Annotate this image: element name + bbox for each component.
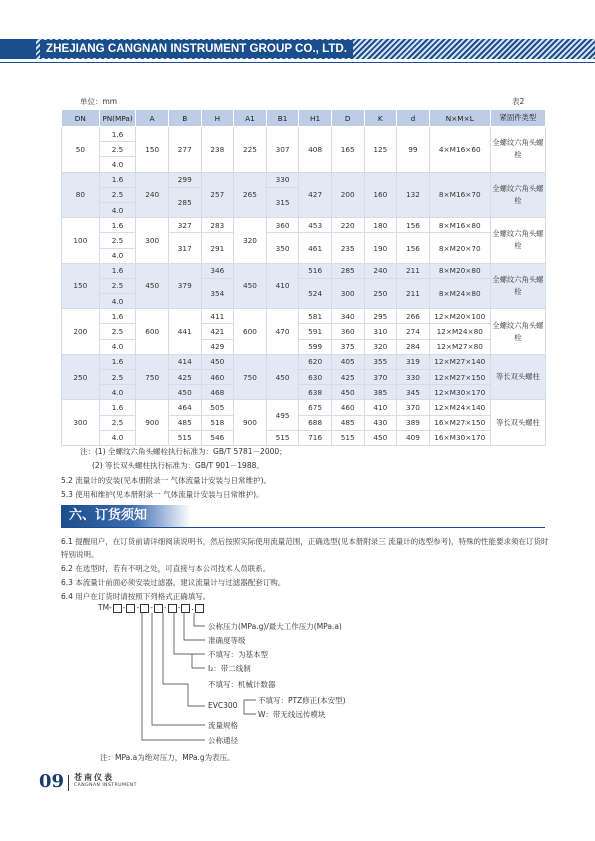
table-cell: 307 [266, 127, 299, 173]
fastener-cell: 等长双头螺柱 [490, 400, 545, 446]
table-cell: 284 [397, 339, 430, 354]
table-cell: 405 [331, 354, 364, 369]
table-cell: 425 [168, 370, 201, 385]
connector-line [194, 613, 205, 626]
pn-cell: 2.5 [99, 370, 136, 385]
table-cell: 12×M27×140 [429, 354, 490, 369]
table-cell: 408 [299, 127, 332, 173]
table-cell: 345 [397, 385, 430, 400]
table-cell: 410 [364, 400, 397, 415]
company-name: ZHEJIANG CANGNAN INSTRUMENT GROUP CO., LTD. [40, 40, 353, 58]
label-accuracy: 准确度等级 [208, 636, 246, 645]
table-cell: 160 [364, 172, 397, 218]
table-cell: 750 [136, 354, 169, 400]
pn-cell: 4.0 [99, 248, 136, 263]
pn-cell: 4.0 [99, 339, 136, 354]
table-cell: 220 [331, 218, 364, 233]
table-cell: 375 [331, 339, 364, 354]
table-cell: 12×M27×150 [429, 370, 490, 385]
table-cell: 250 [364, 278, 397, 308]
table-cell: 238 [201, 127, 234, 173]
table-cell: 505 [201, 400, 234, 415]
table-cell: 330 [397, 370, 430, 385]
table-cell: 125 [364, 127, 397, 173]
fastener-cell: 全螺纹六角头螺栓 [490, 127, 545, 173]
connector-line [152, 613, 205, 725]
dn-cell: 300 [62, 400, 100, 446]
table-cell: 409 [397, 430, 430, 445]
table-number: 表2 [512, 97, 525, 106]
pn-cell: 1.6 [99, 354, 136, 369]
item-6-2: 6.2 在选型时，若有不明之处，可直接与本公司技术人员联系。 [61, 564, 271, 573]
table-cell: 450 [266, 354, 299, 400]
table-cell: 524 [299, 278, 332, 308]
table-cell: 385 [364, 385, 397, 400]
table-cell: 319 [397, 354, 430, 369]
table-cell: 495 [266, 400, 299, 430]
header-d: D [331, 110, 364, 127]
table-cell: 327 [168, 218, 201, 233]
label-pressure: 公称压力(MPa.g)/最大工作压力(MPa.a) [208, 622, 342, 631]
table-cell: 600 [234, 309, 267, 355]
header-fastener: 紧固件类型 [490, 110, 545, 127]
table-cell: 340 [331, 309, 364, 324]
header-h: H [201, 110, 234, 127]
table-cell: 190 [364, 233, 397, 263]
table-cell: 12×M27×80 [429, 339, 490, 354]
table-cell: 450 [331, 385, 364, 400]
table-cell: 464 [168, 400, 201, 415]
dn-cell: 200 [62, 309, 100, 355]
footer-divider [68, 775, 69, 791]
header-a: A [136, 110, 169, 127]
table-note-1: 注：(1) 全螺纹六角头螺栓执行标准为：GB/T 5781－2000； [80, 447, 287, 456]
table-cell: 299 [168, 172, 201, 187]
item-6-3: 6.3 本流量计前面必须安装过滤器，建议流量计与过滤器配套订购。 [61, 578, 286, 587]
connector-line [142, 613, 205, 740]
table-cell: 591 [299, 324, 332, 339]
table-cell: 99 [397, 127, 430, 173]
table-cell: 211 [397, 263, 430, 278]
table-cell: 225 [234, 127, 267, 173]
table-cell: 450 [201, 354, 234, 369]
table-cell: 900 [234, 400, 267, 446]
table-cell: 330 [266, 172, 299, 187]
table-cell: 355 [364, 354, 397, 369]
label-flow: 流量规格 [208, 721, 238, 730]
section-title: 六、订货须知 [69, 508, 148, 523]
table-cell: 12×M20×100 [429, 309, 490, 324]
table-cell: 257 [201, 172, 234, 218]
table-cell: 12×M24×80 [429, 324, 490, 339]
table-cell: 461 [299, 233, 332, 263]
dn-cell: 150 [62, 263, 100, 309]
pn-cell: 2.5 [99, 415, 136, 430]
brand-name-en: CANGNAN INSTRUMENT [74, 783, 137, 788]
header-pn: PN(MPa) [99, 110, 136, 127]
header-a1: A1 [234, 110, 267, 127]
table-cell: 165 [331, 127, 364, 173]
table-cell: 300 [331, 278, 364, 308]
connector-line [244, 700, 256, 714]
pn-cell: 4.0 [99, 294, 136, 309]
table-cell: 266 [397, 309, 430, 324]
table-cell: 515 [168, 430, 201, 445]
pn-cell: 1.6 [99, 127, 136, 142]
table-cell: 485 [168, 415, 201, 430]
table-cell: 688 [299, 415, 332, 430]
table-cell: 516 [299, 263, 332, 278]
table-cell: 8×M20×80 [429, 263, 490, 278]
dn-cell: 250 [62, 354, 100, 400]
table-cell: 515 [331, 430, 364, 445]
table-cell: 211 [397, 278, 430, 308]
table-cell: 429 [201, 339, 234, 354]
pn-cell: 2.5 [99, 142, 136, 157]
table-cell: 518 [201, 415, 234, 430]
pn-cell: 2.5 [99, 278, 136, 293]
header-h1: H1 [299, 110, 332, 127]
table-cell: 8×M16×80 [429, 218, 490, 233]
table-cell: 638 [299, 385, 332, 400]
table-cell: 12×M30×170 [429, 385, 490, 400]
table-cell: 600 [136, 309, 169, 355]
pn-cell: 1.6 [99, 400, 136, 415]
order-note: 注：MPa.a为绝对压力，MPa.g为表压。 [100, 753, 235, 762]
pn-cell: 2.5 [99, 187, 136, 202]
table-cell: 317 [168, 233, 201, 263]
table-cell: 450 [234, 263, 267, 309]
table-cell: 277 [168, 127, 201, 173]
item-6-4: 6.4 用户在订货时请按照下列格式正确填写。 [61, 592, 211, 601]
table-cell: 427 [299, 172, 332, 218]
table-cell: 468 [201, 385, 234, 400]
table-cell: 485 [331, 415, 364, 430]
label-evc300: EVC300 [208, 701, 238, 710]
table-cell: 4×M16×60 [429, 127, 490, 173]
dn-cell: 80 [62, 172, 100, 218]
table-cell: 411 [201, 309, 234, 324]
table-cell: 599 [299, 339, 332, 354]
table-cell: 156 [397, 218, 430, 233]
table-cell: 414 [168, 354, 201, 369]
pn-cell: 1.6 [99, 218, 136, 233]
table-cell: 450 [364, 430, 397, 445]
table-cell: 240 [364, 263, 397, 278]
pn-cell: 4.0 [99, 385, 136, 400]
table-cell: 240 [136, 172, 169, 218]
table-cell: 430 [364, 415, 397, 430]
table-cell: 274 [397, 324, 430, 339]
table-cell: 360 [331, 324, 364, 339]
table-cell: 470 [266, 309, 299, 355]
table-cell: 370 [364, 370, 397, 385]
label-ptz: 不填写：PTZ修正(本安型) [258, 696, 346, 705]
table-cell: 12×M24×140 [429, 400, 490, 415]
pn-cell: 4.0 [99, 157, 136, 172]
fastener-cell: 等长双头螺柱 [490, 354, 545, 400]
table-cell: 295 [364, 309, 397, 324]
label-diameter: 公称通径 [208, 736, 238, 745]
pn-cell: 4.0 [99, 430, 136, 445]
table-cell: 675 [299, 400, 332, 415]
table-cell: 350 [266, 233, 299, 263]
table-cell: 410 [266, 263, 299, 309]
fastener-cell: 全螺纹六角头螺栓 [490, 263, 545, 309]
dn-cell: 100 [62, 218, 100, 264]
table-cell: 320 [364, 339, 397, 354]
fastener-cell: 全螺纹六角头螺栓 [490, 172, 545, 218]
pn-cell: 1.6 [99, 263, 136, 278]
table-cell: 441 [168, 309, 201, 355]
table-cell: 453 [299, 218, 332, 233]
table-cell: 421 [201, 324, 234, 339]
table-cell: 132 [397, 172, 430, 218]
table-cell: 346 [201, 263, 234, 278]
table-cell: 581 [299, 309, 332, 324]
dn-cell: 50 [62, 127, 100, 173]
brand-name: 苍南仪表 [74, 773, 114, 782]
header-b: B [168, 110, 201, 127]
fastener-cell: 全螺纹六角头螺栓 [490, 218, 545, 264]
table-cell: 515 [266, 430, 299, 445]
table-cell: 8×M16×70 [429, 172, 490, 218]
table-cell: 370 [397, 400, 430, 415]
table-cell: 265 [234, 172, 267, 218]
table-cell: 16×M30×170 [429, 430, 490, 445]
pn-cell: 1.6 [99, 309, 136, 324]
order-code-prefix: TM- [98, 603, 112, 612]
table-cell: 900 [136, 400, 169, 446]
table-cell: 630 [299, 370, 332, 385]
table-note-2: (2) 等长双头螺柱执行标准为：GB/T 901－1988。 [92, 461, 264, 470]
connector-line [184, 613, 205, 640]
table-cell: 425 [331, 370, 364, 385]
table-cell: 379 [168, 263, 201, 309]
table-cell: 310 [364, 324, 397, 339]
table-cell: 8×M20×70 [429, 233, 490, 263]
table-cell: 285 [168, 187, 201, 217]
header-nml: N×M×L [429, 110, 490, 127]
table-cell: 716 [299, 430, 332, 445]
table-cell: 460 [201, 370, 234, 385]
table-cell: 389 [397, 415, 430, 430]
table-cell: 285 [331, 263, 364, 278]
label-mechanical: 不填写：机械计数器 [208, 680, 276, 689]
table-cell: 291 [201, 233, 234, 263]
table-cell: 546 [201, 430, 234, 445]
header-d-small: d [397, 110, 430, 127]
page-number: 09 [39, 771, 65, 792]
header-dn: DN [62, 110, 100, 127]
pn-cell: 4.0 [99, 202, 136, 217]
table-cell: 450 [168, 385, 201, 400]
table-cell: 180 [364, 218, 397, 233]
table-cell: 315 [266, 187, 299, 217]
header-b1: B1 [266, 110, 299, 127]
table-cell: 8×M24×80 [429, 278, 490, 308]
table-cell: 620 [299, 354, 332, 369]
connector-line [174, 613, 205, 668]
table-cell: 320 [234, 218, 267, 264]
table-cell: 156 [397, 233, 430, 263]
table-cell: 300 [136, 218, 169, 264]
table-cell: 200 [331, 172, 364, 218]
subsection-5-2: 5.2 流量计的安装(见本册附录一 气体流量计安装与日常维护)。 [61, 476, 272, 485]
pn-cell: 2.5 [99, 324, 136, 339]
table-cell: 360 [266, 218, 299, 233]
pn-cell: 2.5 [99, 233, 136, 248]
subsection-5-3: 5.3 使用和维护(见本册附录一 气体流量计安装与日常维护)。 [61, 490, 264, 499]
label-wireless: W：带无线远传模块 [258, 710, 326, 719]
pn-cell: 1.6 [99, 172, 136, 187]
table-cell: 150 [136, 127, 169, 173]
table-cell: 283 [201, 218, 234, 233]
label-two-wire: I₂：带二线制 [208, 664, 251, 673]
table-cell: 235 [331, 233, 364, 263]
table-cell: 450 [136, 263, 169, 309]
header-k: K [364, 110, 397, 127]
unit-label: 单位：mm [80, 97, 118, 106]
table-cell: 16×M27×150 [429, 415, 490, 430]
table-cell: 750 [234, 354, 267, 400]
fastener-cell: 全螺纹六角头螺栓 [490, 309, 545, 355]
table-cell: 354 [201, 278, 234, 308]
order-code: TM- - - - - - . [98, 603, 205, 613]
item-6-1: 6.1 提醒用户，在订货前请详细阅读说明书，然后按照实际使用流量范围，正确选型(见本册附录三 流量计的选型参考)，特殊的性能要求须在订货时特别说明。 [61, 537, 549, 559]
label-basic: 不填写：为基本型 [208, 650, 268, 659]
table-cell: 460 [331, 400, 364, 415]
